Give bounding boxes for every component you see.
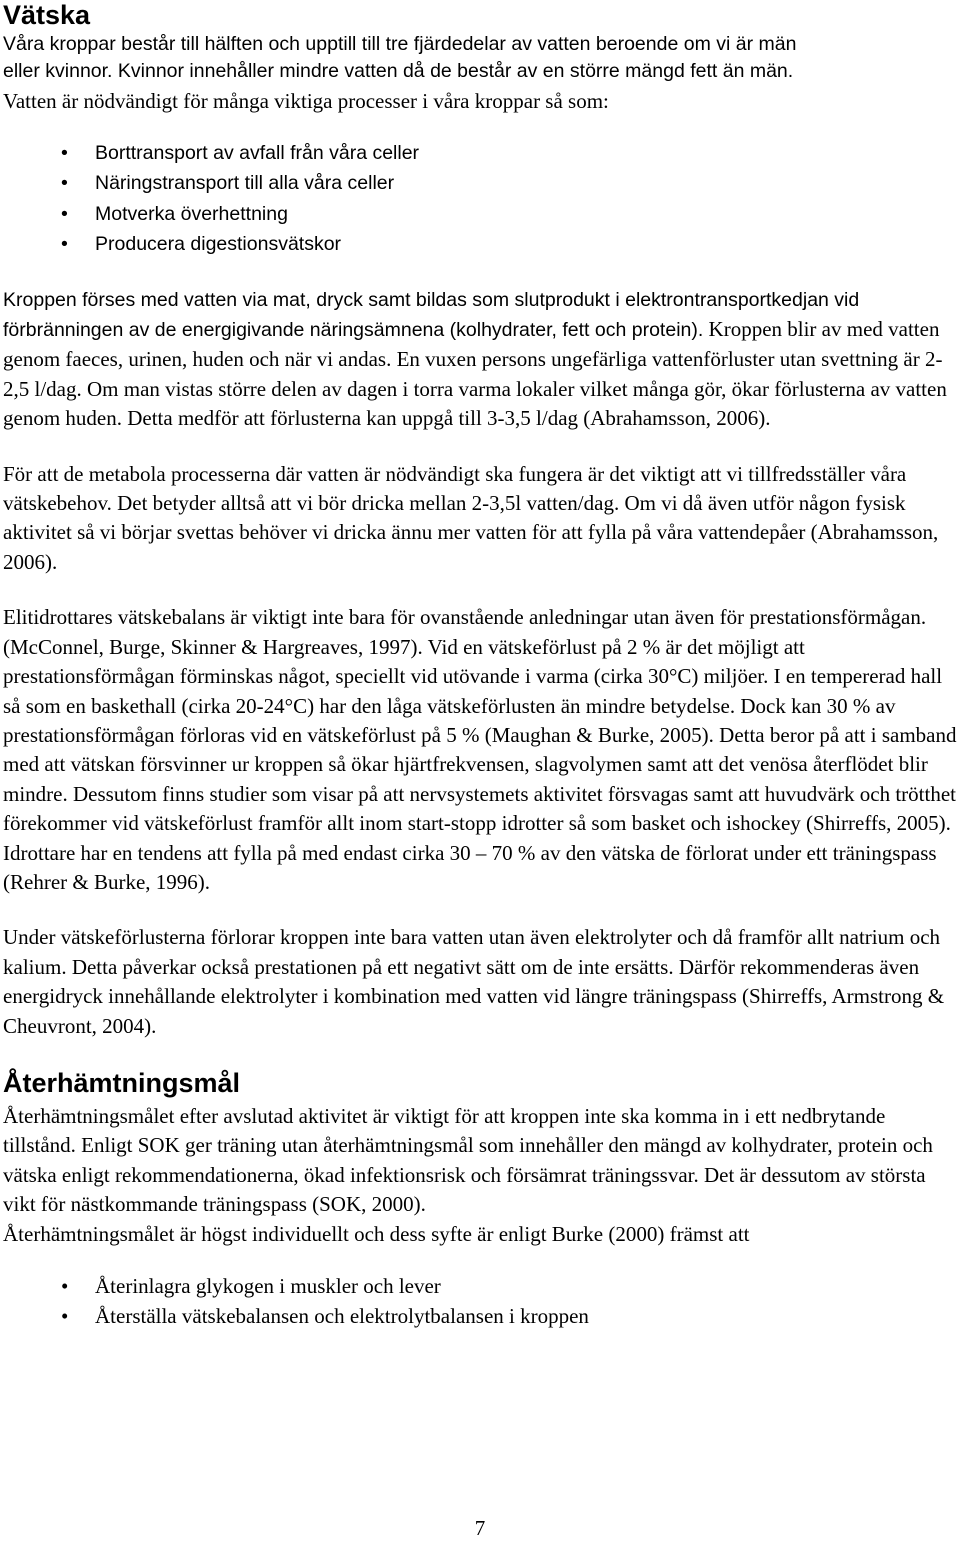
page-number: 7 (474, 1516, 486, 1540)
list-item: • Återinlagra glykogen i muskler och lever (3, 1271, 957, 1301)
intro-serif-line: Vatten är nödvändigt för många viktiga processer i våra kroppar så som: (3, 89, 609, 113)
bullet-icon: • (61, 1304, 69, 1329)
water-functions-list (3, 138, 957, 260)
heading-vatska: Vätska (3, 0, 91, 30)
bullet-icon: • (61, 233, 68, 256)
paragraph-water-intake-serif: Kroppen blir av med vatten genom faeces, urinen, huden och när vi andas. En vuxen persons ungefärliga vattenförluster utan svettning är 2-2,5 l/dag. Om man vistas större delen av dagen i torra varma lokaler vilket många gör, ökar förlusterna av vatten genom huden. Detta medför att förlusterna kan uppgå till 3-3,5 l/dag (Abrahamsson, 2006). (3, 317, 947, 431)
recovery-goals-list (3, 1271, 957, 1332)
intro-line-1: Våra kroppar består till hälften och upptill till tre fjärdedelar av vatten beroende om vi är män (3, 33, 797, 55)
document-page (3, 0, 957, 1332)
list-item: • Borttransport av avfall från våra celler (3, 138, 957, 168)
paragraph-elite-athletes: Elitidrottares vätskebalans är viktigt inte bara för ovanstående anledningar utan även för prestationsförmågan. (McConnel, Burge, Skinner & Hargreaves, 1997). Vid en vätskeförlust på 2 % är det möjligt att prestationsförmågan förminskas något, speciellt vid utövande i varma (cirka 30°C) miljöer. I en tempererad hall så som en baskethall (cirka 20-24°C) har den låga vätskeförlusten än mindre betydelse. Dock kan 30 % av prestationsförmågan förloras vid en vätskeförlust på 5 % (Maughan & Burke, 2005). Detta beror på att i samband med att vätskan försvinner ur kroppen så ökar hjärtfrekvensen, slagvolymen samt att det venösa återflödet blir mindre. Dessutom finns studier som visar på att nervsystemets aktivitet försvagas samt att huvudvärk och trötthet förekommer vid vätskeförlust framför allt inom start-stopp idrotter så som basket och ishockey (Shirreffs, 2005). Idrottare har en tendens att fylla på med endast cirka 30 – 70 % av den vätska de förlorat under ett träningspass (Rehrer & Burke, 1996). (3, 605, 957, 894)
bullet-icon: • (61, 142, 68, 164)
bullet-icon: • (61, 172, 68, 195)
list-item: • Återställa vätskebalansen och elektrolytbalansen i kroppen (3, 1301, 957, 1331)
paragraph-electrolytes: Under vätskeförlusterna förlorar kroppen inte bara vatten utan även elektrolyter och då framför allt natrium och kalium. Detta påverkar också prestationen på ett negativt sätt om de inte ersätts. Därför rekommenderas även energidryck innehållande elektrolyter i kombination med vatten vid längre träningspass (Shirreffs, Armstrong & Cheuvront, 2004). (3, 925, 945, 1038)
intro-line-2: eller kvinnor. Kvinnor innehåller mindre vatten då de består av en större mängd fett än män. (3, 60, 794, 82)
list-item: • Näringstransport till alla våra celler (3, 168, 957, 198)
paragraph-recovery-goal: Återhämtningsmålet efter avslutad aktivitet är viktigt för att kroppen inte ska komma in i ett nedbrytande tillstånd. Enligt SOK ger träning utan återhämtningsmål som innehåller den mängd av kolhydrater, protein och vätska enligt rekommendationerna, ökad infektionsrisk och försämrat träningssvar. Det är dessutom av största vikt för nästkommande träningspass (SOK, 2000). (3, 1103, 933, 1217)
bullet-icon: • (61, 1274, 69, 1298)
paragraph-fluid-needs: För att de metabola processerna där vatten är nödvändigt ska fungera är det viktigt att vi tillfredsställer våra vätskebehov. Det betyder alltså att vi bör dricka mellan 2-3,5l vatten/dag. Om vi då även utför någon fysisk aktivitet så vi börjar svettas behöver vi dricka ännu mer vatten för att fylla på våra vattendepåer (Abrahamsson, 2006). (3, 461, 939, 574)
heading-aterhamtning: Återhämtningsmål (3, 1067, 241, 1098)
paragraph-water-intake (3, 285, 957, 434)
paragraph-recovery-individual: Återhämtningsmålet är högst individuellt och dess syfte är enligt Burke (2000) främst att (3, 1221, 750, 1246)
paragraph-water-intake-sans: Kroppen förses med vatten via mat, dryck samt bildas som slutprodukt i elektrontransportkedjan vid förbränningen av de energigivande näringsämnena (kolhydrater, fett och protein). (3, 288, 860, 342)
bullet-icon: • (61, 202, 68, 225)
list-item: • Motverka överhettning (3, 199, 957, 229)
list-item: • Producera digestionsvätskor (3, 229, 957, 259)
